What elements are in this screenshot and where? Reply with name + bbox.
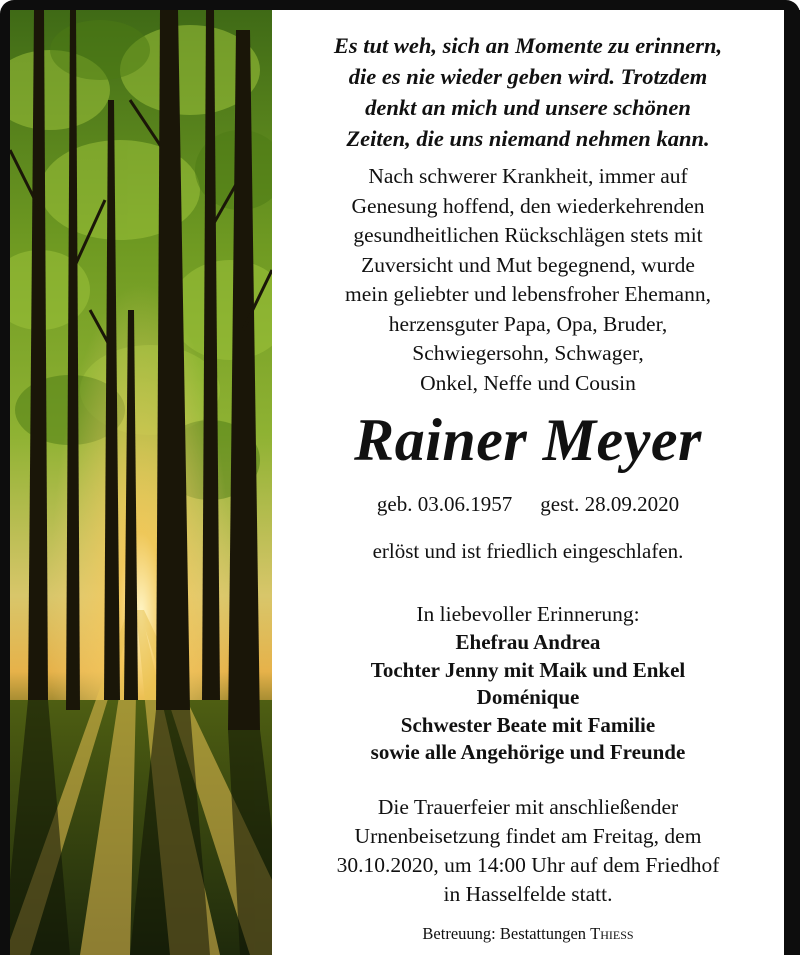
quote-line: die es nie wieder geben wird. Trotzdem <box>348 64 708 89</box>
funeral-line: Die Trauerfeier mit anschließender <box>377 795 679 819</box>
mourner-entry: Doménique <box>476 685 580 709</box>
intro-line: mein geliebter und lebensfroher Ehemann, <box>345 282 711 306</box>
funeral-line: 30.10.2020, um 14:00 Uhr auf dem Friedhof <box>336 853 720 877</box>
intro-line: Nach schwerer Krankheit, immer auf <box>368 164 688 188</box>
funeral-line: in Hasselfelde statt. <box>443 882 613 906</box>
funeral-home-name: Thieß <box>590 924 634 943</box>
mourners-list <box>272 629 784 767</box>
mourner-entry: Ehefrau Andrea <box>455 630 601 654</box>
quote-line: Es tut weh, sich an Momente zu erinnern, <box>333 33 723 58</box>
funeral-details <box>272 793 784 909</box>
funeral-line: Urnenbeisetzung findet am Freitag, dem <box>354 824 702 848</box>
intro-line: herzensguter Papa, Opa, Bruder, <box>388 311 668 336</box>
mourner-entry: Tochter Jenny mit Maik und Enkel <box>370 657 686 682</box>
intro-line: Zuversicht und Mut begegnend, wurde <box>361 252 695 277</box>
forest-illustration <box>10 10 272 955</box>
forest-sunlight-photo <box>10 10 272 955</box>
care-label: Betreuung: Bestattungen <box>422 924 587 943</box>
frame-right-edge <box>784 10 800 955</box>
death-date: gest. 28.09.2020 <box>540 492 680 516</box>
intro-line: gesundheitlichen Rückschlägen stets mit <box>353 223 703 247</box>
memory-heading: In liebevoller Erinnerung: <box>416 602 640 626</box>
intro-line: Schwiegersohn, Schwager, <box>412 341 644 365</box>
funeral-home-credit <box>272 923 784 945</box>
obituary-text-panel <box>272 10 784 955</box>
birth-date: geb. 03.06.1957 <box>376 492 513 516</box>
mourner-entry: sowie alle Angehörige und Freunde <box>370 740 686 764</box>
intro-line: Onkel, Neffe und Cousin <box>420 370 636 395</box>
announcement-intro <box>272 162 784 398</box>
passed-away-text: erlöst und ist friedlich eingeschlafen. <box>372 539 684 563</box>
memorial-quote <box>272 30 784 154</box>
intro-line: Genesung hoffend, den wiederkehrenden <box>351 193 705 218</box>
life-dates <box>272 490 784 518</box>
quote-line: Zeiten, die uns niemand nehmen kann. <box>346 126 710 151</box>
deceased-name: Rainer Meyer <box>354 407 702 473</box>
quote-line: denkt an mich und unsere schönen <box>365 95 691 120</box>
mourner-entry: Schwester Beate mit Familie <box>400 712 656 737</box>
